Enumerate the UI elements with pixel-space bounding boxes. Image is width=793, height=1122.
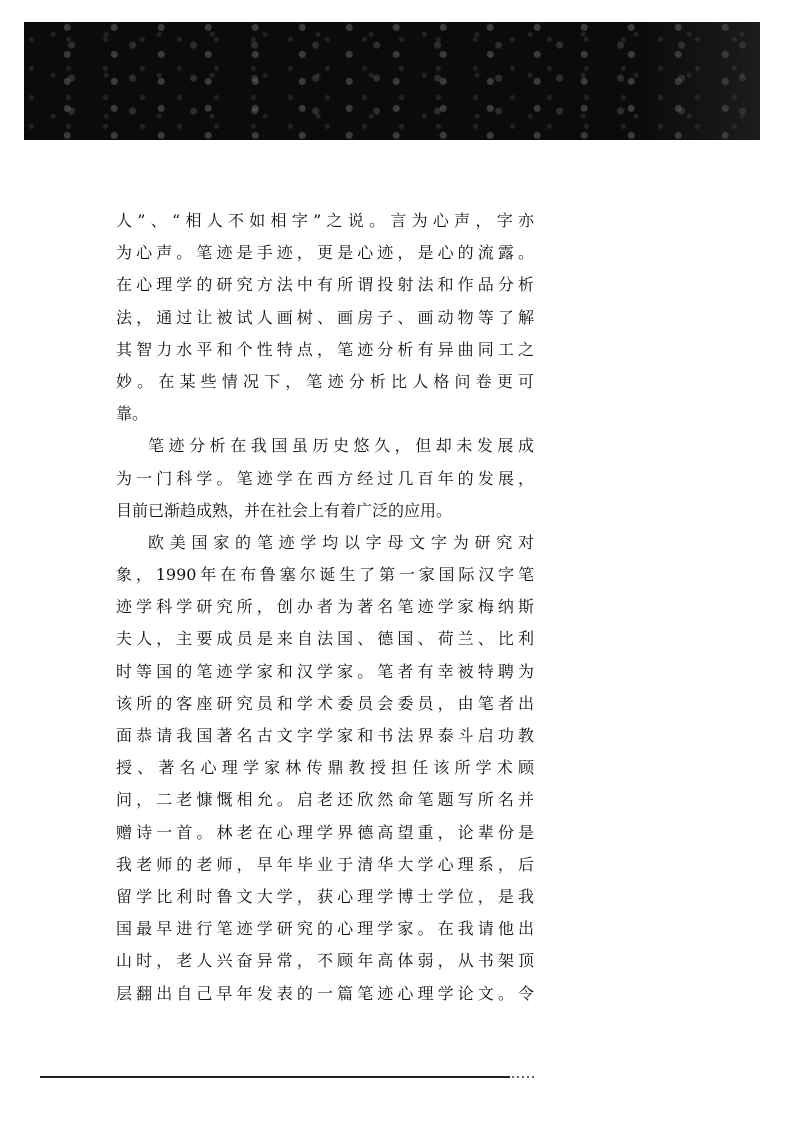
text-line: 层翻出自己早年发表的一篇笔迹心理学论文。令 [116,983,534,1003]
footer-rule [40,1076,510,1078]
text-line: 赠诗一首。林老在心理学界德高望重，论辈份是 [116,822,534,842]
text-line: 靠。 [116,404,149,424]
text-line: 为一门科学。笔迹学在西方经过几百年的发展， [116,468,534,488]
text-line: 为心声。笔迹是手迹，更是心迹，是心的流露。 [116,243,534,263]
text-line: 在心理学的研究方法中有所谓投射法和作品分析 [116,275,534,295]
text-line: 象，1990年在布鲁塞尔诞生了第一家国际汉字笔 [116,565,534,585]
text-line: 目前已渐趋成熟，并在社会上有着广泛的应用。 [116,500,453,520]
text-line: 迹学科学研究所，创办者为著名笔迹学家梅纳斯 [116,597,534,617]
text-line: 夫人，主要成员是来自法国、德国、荷兰、比利 [116,629,534,649]
text-line: 我老师的老师，早年毕业于清华大学心理系，后 [116,854,534,874]
text-line: 妙。在某些情况下，笔迹分析比人格问卷更可 [116,371,534,391]
body-text [116,205,534,1010]
text-line: 留学比利时鲁文大学，获心理学博士学位，是我 [116,886,534,906]
text-line: 山时，老人兴奋异常，不顾年高体弱，从书架顶 [116,951,534,971]
text-line: 欧美国家的笔迹学均以字母文字为研究对 [148,532,534,552]
text-line: 法，通过让被试人画树、画房子、画动物等了解 [116,307,534,327]
text-line: 人”、“相人不如相字”之说。言为心声，字亦 [116,211,534,230]
text-line: 面恭请我国著名古文字学家和书法界泰斗启功教 [116,726,534,745]
text-line: 国最早进行笔迹学研究的心理学家。在我请他出 [116,919,534,939]
text-line: 该所的客座研究员和学术委员会委员，由笔者出 [116,693,534,713]
text-line: 授、著名心理学家林传鼎教授担任该所学术顾 [116,758,534,778]
header-band [24,22,760,140]
text-line: 其智力水平和个性特点，笔迹分析有异曲同工之 [116,339,534,359]
text-line: 笔迹分析在我国虽历史悠久，但却未发展成 [148,436,534,456]
footer-dots [512,1076,536,1078]
text-line: 时等国的笔迹学家和汉学家。笔者有幸被特聘为 [116,661,534,681]
text-line: 问，二老慷慨相允。启老还欣然命笔题写所名并 [116,790,534,810]
